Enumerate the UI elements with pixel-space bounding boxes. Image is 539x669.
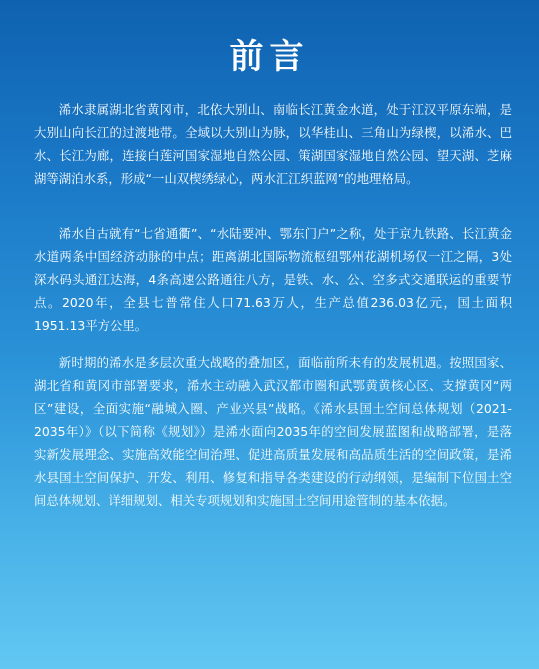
- paragraph-geography: 浠水隶属湖北省黄冈市，北依大别山、南临长江黄金水道，处于江汉平原东端，是大别山向长江的过渡地带。全域以大别山为脉，以华桂山、三角山为绿楔，以浠水、巴水、长江为廊，连接白莲河国家湿地自然公园、策湖国家湿地自然公园、望天湖、芝麻湖等湖泊水系，形成“一山双楔绣绿心，两水汇江织蓝网”的地理格局。: [34, 102, 512, 186]
- page-title: 前言: [229, 37, 310, 77]
- paragraph-planning: 新时期的浠水是多层次重大战略的叠加区，面临前所未有的发展机遇。按照国家、湖北省和黄冈市部署要求，浠水主动融入武汉都市圈和武鄂黄黄核心区、支撑黄冈“两区”建设，全面实施“融城入圈、产业兴县”战略。《浠水县国土空间总体规划（2021-2035年）》（以下简称《规划》）是浠水面向2035年的空间发展蓝图和战略部署，是落实新发展理念、实施高效能空间治理、促进高质量发展和高品质生活的空间政策，是浠水县国土空间保护、开发、利用、修复和指导各类建设的行动纲领，是编制下位国土空间总体规划、详细规划、相关专项规划和实施国土空间用途管制的基本依据。: [34, 355, 512, 508]
- paragraph-transportation: 浠水自古就有“七省通衢”、“水陆要冲、鄂东门户”之称，处于京九铁路、长江黄金水道两条中国经济动脉的中点；距离湖北国际物流枢纽鄂州花湖机场仅一江之隔，3处深水码头通江达海，4条高速公路通往八方，是铁、水、公、空多式交通联运的重要节点。2020年，全县七普常住人口71.63万人，生产总值236.03亿元，国土面积1951.13平方公里。: [34, 226, 512, 333]
